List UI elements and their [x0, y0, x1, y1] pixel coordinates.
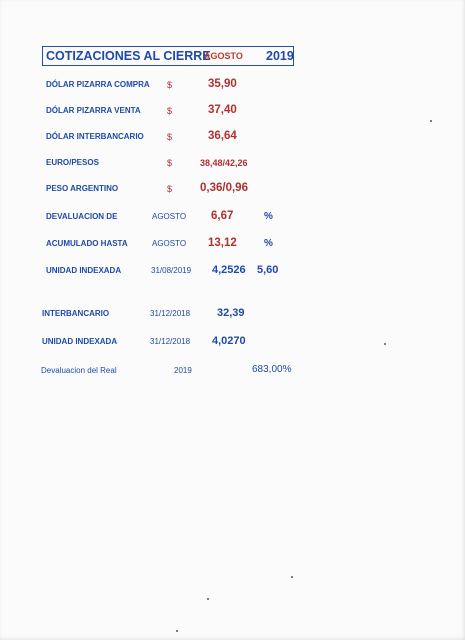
- currency-symbol: $: [167, 106, 173, 116]
- devaluacion-unit: %: [264, 211, 273, 222]
- quote-label: EURO/PESOS: [46, 158, 99, 167]
- header-year: 2019: [266, 49, 294, 63]
- header-month: AGOSTO: [204, 51, 243, 61]
- page-title: COTIZACIONES AL CIERRE: [46, 49, 211, 63]
- acumulado-row: [0, 237, 465, 251]
- acumulado-value: 13,12: [208, 237, 237, 249]
- scan-speck: [207, 598, 209, 600]
- scan-speck: [430, 120, 432, 122]
- quote-row-euro-pesos: [0, 156, 465, 170]
- quote-row-dolar-venta: [0, 104, 465, 118]
- unidad-indexada-2019-row: [0, 264, 465, 278]
- quote-value: 37,40: [208, 104, 237, 116]
- interbancario-date: 31/12/2018: [150, 309, 191, 318]
- devaluacion-value: 6,67: [211, 210, 234, 222]
- currency-symbol: $: [167, 132, 173, 142]
- unidad-value: 4,2526: [212, 264, 246, 276]
- interbancario-value: 32,39: [217, 307, 245, 319]
- unidad-label: UNIDAD INDEXADA: [46, 266, 122, 275]
- devaluacion-row: [0, 210, 465, 224]
- real-year: 2019: [174, 366, 192, 375]
- acumulado-unit: %: [264, 238, 273, 249]
- unidad-date: 31/12/2018: [150, 337, 191, 346]
- acumulado-label: ACUMULADO HASTA: [46, 239, 128, 248]
- devaluacion-month: AGOSTO: [152, 212, 187, 221]
- quote-row-dolar-compra: [0, 78, 465, 92]
- unidad-indexada-2018-row: [0, 335, 465, 349]
- quote-value: 0,36/0,96: [200, 182, 248, 194]
- scan-speck: [291, 576, 293, 578]
- real-value: 683,00%: [252, 364, 292, 375]
- unidad-date: 31/08/2019: [151, 266, 192, 275]
- unidad-extra-value: 5,60: [257, 264, 279, 276]
- currency-symbol: $: [167, 80, 173, 90]
- quote-label: DÓLAR PIZARRA VENTA: [46, 106, 141, 115]
- devaluacion-real-row: [0, 364, 465, 378]
- quote-value: 38,48/42,26: [200, 158, 248, 168]
- quote-value: 36,64: [208, 130, 237, 142]
- scan-speck: [384, 343, 386, 345]
- unidad-value: 4,0270: [212, 335, 246, 347]
- quote-label: PESO ARGENTINO: [46, 184, 119, 193]
- quote-label: DÓLAR INTERBANCARIO: [46, 132, 144, 141]
- quote-value: 35,90: [208, 78, 237, 90]
- real-label: Devaluacion del Real: [41, 366, 117, 375]
- scan-speck: [176, 630, 178, 632]
- interbancario-label: INTERBANCARIO: [42, 309, 110, 318]
- quote-row-peso-argentino: [0, 182, 465, 196]
- acumulado-month: AGOSTO: [152, 239, 187, 248]
- quote-row-dolar-interbancario: [0, 130, 465, 144]
- devaluacion-label: DEVALUACION DE: [46, 212, 118, 221]
- unidad-label: UNIDAD INDEXADA: [42, 337, 118, 346]
- quote-label: DÓLAR PIZARRA COMPRA: [46, 80, 150, 89]
- currency-symbol: $: [167, 184, 173, 194]
- currency-symbol: $: [167, 158, 173, 168]
- interbancario-2018-row: [0, 307, 465, 321]
